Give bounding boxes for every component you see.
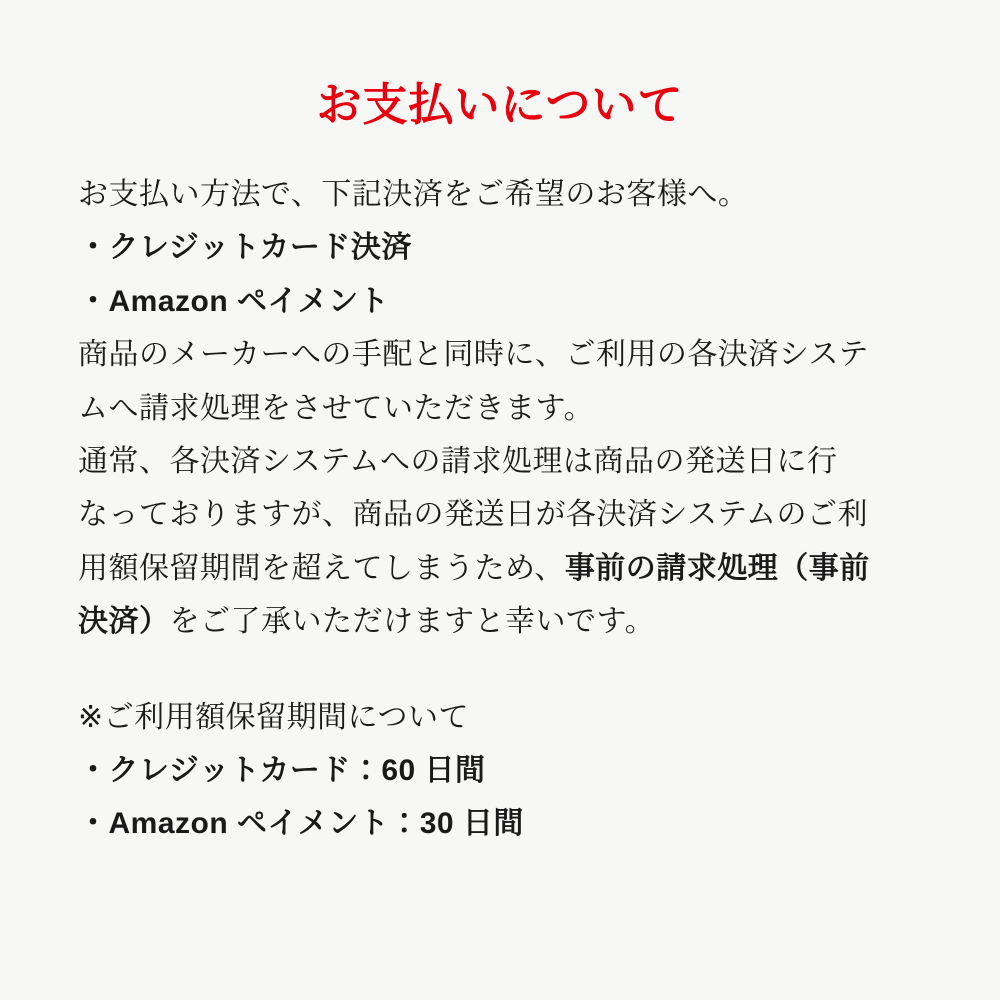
- paragraph2-line4-emphasis: 決済）: [78, 605, 170, 639]
- section-spacer: [78, 649, 922, 691]
- paragraph1-line2: ムへ請求処理をさせていただきます。: [78, 391, 595, 425]
- paragraph2-line3-emphasis: 事前の請求処理（事前: [564, 551, 870, 585]
- paragraph2-line3-plain: 用額保留期間を超えてしまうため、: [78, 551, 565, 585]
- note-item-credit-card: ・クレジットカード：60 日間: [78, 753, 486, 787]
- paragraph1-line1: 商品のメーカーへの手配と同時に、ご利用の各決済システ: [78, 338, 869, 372]
- paragraph2-line3: [78, 542, 922, 595]
- paragraph2-line4: [78, 595, 922, 648]
- note-heading: ※ご利用額保留期間について: [78, 700, 470, 734]
- note-item-amazon-payment: ・Amazon ペイメント：30 日間: [78, 807, 524, 841]
- paragraph2-line4-plain: をご了承いただけますと幸いです。: [169, 605, 656, 639]
- hold-period-note: [78, 691, 922, 851]
- page-title: お支払いについて: [316, 79, 684, 130]
- payment-description: [78, 168, 922, 649]
- payment-method-amazon-payment: ・Amazon ペイメント: [78, 284, 390, 318]
- paragraph2-line2: なっておりますが、商品の発送日が各決済システムのご利: [78, 498, 868, 532]
- paragraph2-line1: 通常、各決済システムへの請求処理は商品の発送日に行: [78, 444, 838, 478]
- intro-line: お支払い方法で、下記決済をご希望のお客様へ。: [78, 178, 749, 211]
- payment-method-credit-card: ・クレジットカード決済: [78, 231, 412, 265]
